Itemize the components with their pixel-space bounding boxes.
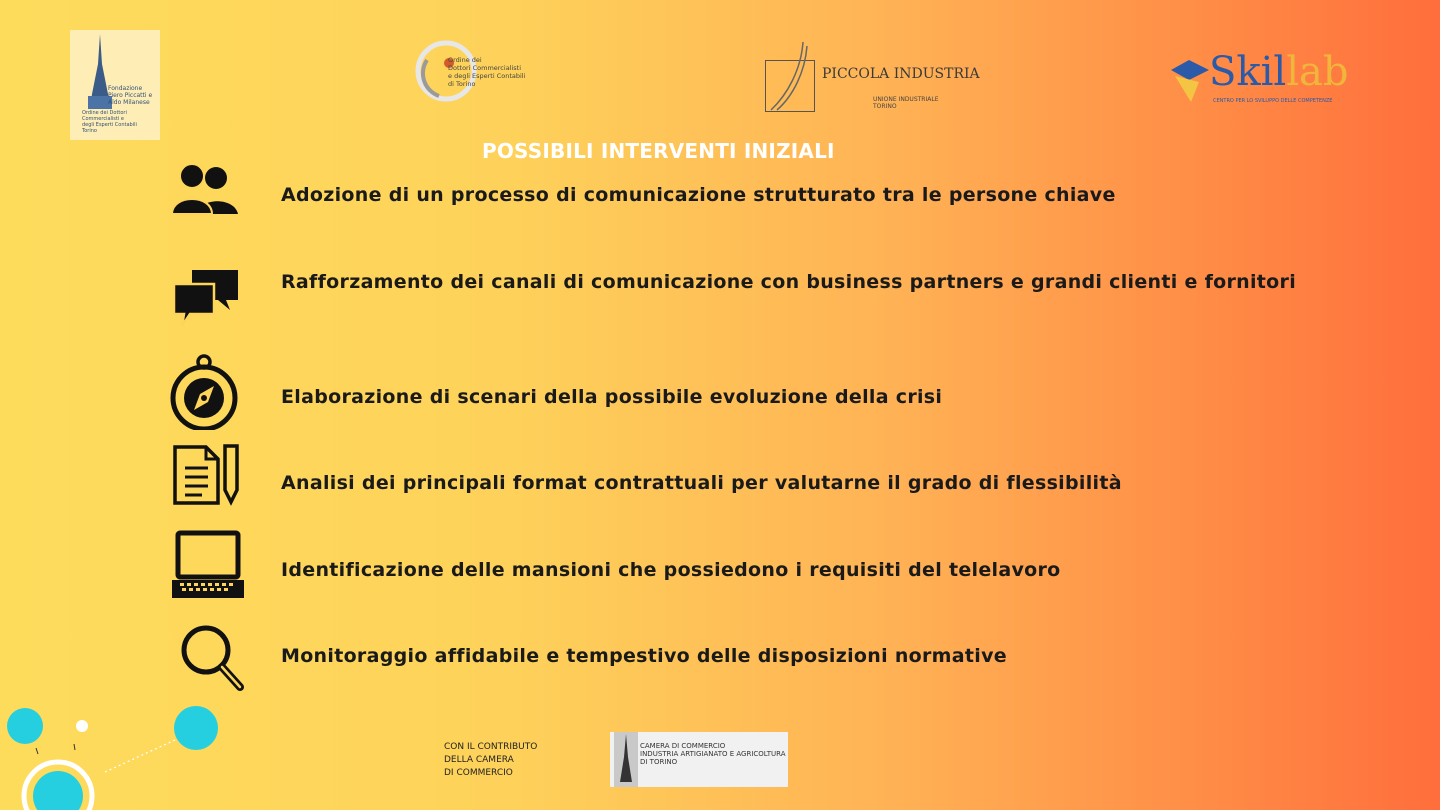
mole-antonelliana-icon: [614, 732, 638, 787]
skillab-tagline: CENTRO PER LO SVILUPPO DELLE COMPETENZE: [1213, 98, 1333, 104]
piccola-industria-logo: [765, 40, 1005, 114]
camera-commercio-logo: [610, 732, 788, 787]
fondazione-logo-subtext: Ordine dei Dottori Commercialisti e degli Esperti Contabili Torino: [82, 110, 137, 134]
contribution-text: CON IL CONTRIBUTO DELLA CAMERA DI COMMERCIO: [444, 742, 538, 778]
slide-title: POSSIBILI INTERVENTI INIZIALI: [482, 139, 835, 163]
decorative-circles: [0, 700, 240, 810]
unione-industriale-text: UNIONE INDUSTRIALE TORINO: [873, 96, 939, 110]
fondazione-logo: [70, 30, 160, 140]
document-pencil-icon: [172, 444, 244, 506]
item-text-6: Monitoraggio affidabile e tempestivo delle disposizioni normative: [281, 645, 1007, 667]
skillab-logo: [1165, 48, 1365, 110]
item-text-5: Identificazione delle mansioni che possiedono i requisiti del telelavoro: [281, 559, 1061, 581]
users-icon: [172, 164, 240, 216]
chat-bubbles-icon: [172, 268, 240, 328]
laptop-icon: [172, 530, 244, 600]
item-text-2: Rafforzamento dei canali di comunicazione con business partners e grandi clienti e fornitori: [281, 271, 1297, 293]
piccola-industria-swoosh-icon: [765, 40, 815, 112]
item-text-3: Elaborazione di scenari della possibile evoluzione della crisi: [281, 386, 943, 408]
magnifier-icon: [180, 624, 246, 692]
piccola-industria-name: PICCOLA INDUSTRIA: [822, 66, 980, 82]
item-text-4: Analisi dei principali format contrattuali per valutarne il grado di flessibilità: [281, 472, 1122, 494]
skillab-emblem-icon: [1169, 56, 1211, 104]
item-text-1: Adozione di un processo di comunicazione strutturato tra le persone chiave: [281, 184, 1116, 206]
camera-commercio-text: CAMERA DI COMMERCIO INDUSTRIA ARTIGIANATO E AGRICOLTURA DI TORINO: [640, 742, 786, 766]
fondazione-logo-text: Fondazione Piero Piccatti e Aldo Milanese: [108, 85, 153, 106]
ordine-logo: [415, 40, 540, 102]
compass-icon: [170, 354, 238, 430]
ordine-logo-text: Ordine dei Dottori Commercialisti e degli Esperti Contabili di Torino: [448, 56, 526, 88]
skillab-wordmark: Skillab: [1209, 49, 1349, 95]
